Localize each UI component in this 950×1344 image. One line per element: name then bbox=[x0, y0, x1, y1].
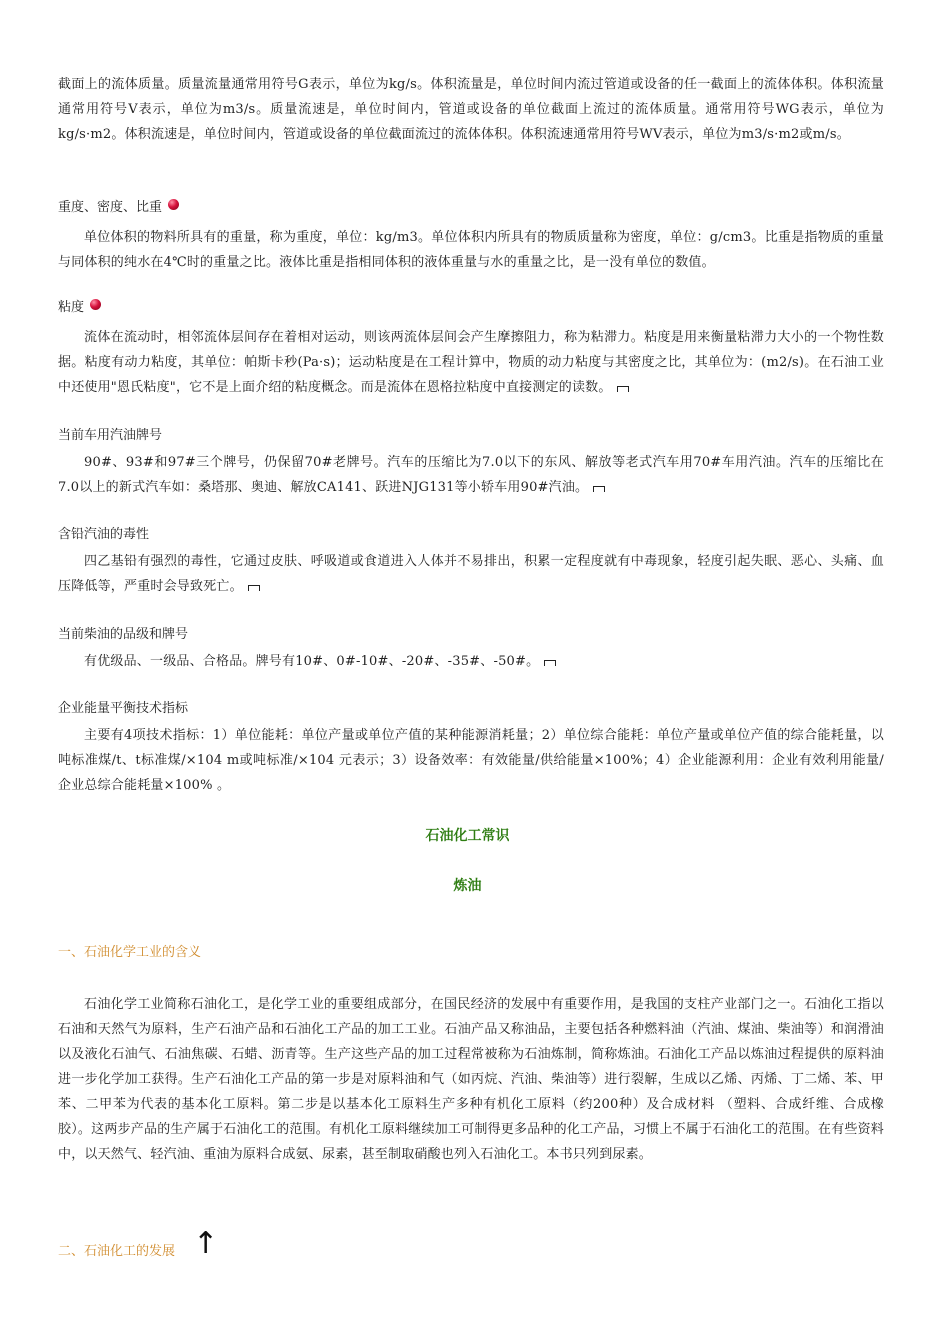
section-heading-leaded-gasoline bbox=[58, 524, 149, 546]
return-mark-icon bbox=[248, 585, 260, 591]
return-mark-icon bbox=[544, 660, 556, 666]
section-heading-label: 当前柴油的品级和牌号 bbox=[58, 627, 189, 642]
part2-heading-label: 二、石油化工的发展 bbox=[58, 1244, 176, 1259]
part1-heading: 一、石油化学工业的含义 bbox=[58, 945, 202, 960]
section-body-density: 单位体积的物料所具有的重量，称为重度，单位：kg/m3。单位体积内所具有的物质质量称为密度，单位：g/cm3。比重是指物质的重量与同体积的纯水在4℃时的重量之比。液体比重是指相同体积的液体重量与水的重量之比，是一没有单位的数值。 bbox=[58, 230, 884, 270]
main-title: 石油化工常识 bbox=[425, 828, 510, 844]
up-arrow-icon[interactable]: ↑ bbox=[193, 1226, 219, 1261]
part2-heading bbox=[58, 1226, 219, 1263]
section-body-text: 有优级品、一级品、合格品。牌号有10#、0#-10#、-20#、-35#、-50#。 bbox=[84, 654, 540, 669]
sub-title: 炼油 bbox=[453, 878, 482, 894]
section-body-leaded-gasoline bbox=[58, 549, 884, 599]
intro-paragraph: 截面上的流体质量。质量流量通常用符号G表示，单位为kg/s。体积流量是，单位时间内流过管道或设备的任一截面上的流体体积。体积流量通常用符号V表示，单位为m3/s。质量流速是，单位时间内，管道或设备的单位截面上流过的流体质量。通常用符号WG表示，单位为kg/s·m2。体积流速是，单位时间内，管道或设备的单位截面流过的流体体积。体积流速通常用符号WV表示，单位为m3/s·m2或m/s。 bbox=[58, 77, 884, 142]
red-ball-icon bbox=[90, 299, 101, 310]
section-heading-label: 含铅汽油的毒性 bbox=[58, 527, 150, 542]
section-heading-label: 重度、密度、比重 bbox=[58, 200, 163, 215]
section-body-diesel-grades bbox=[58, 649, 884, 674]
section-heading-label: 粘度 bbox=[58, 300, 85, 315]
return-mark-icon bbox=[617, 386, 629, 392]
return-mark-icon bbox=[593, 486, 605, 492]
section-heading-label: 当前车用汽油牌号 bbox=[58, 428, 163, 443]
section-body-viscosity bbox=[58, 325, 884, 400]
red-ball-icon bbox=[168, 199, 179, 210]
section-heading-label: 企业能量平衡技术指标 bbox=[58, 701, 189, 716]
section-heading-energy-balance bbox=[58, 698, 188, 720]
section-heading-density bbox=[58, 197, 179, 219]
section-body-energy-balance: 主要有4项技术指标：1）单位能耗：单位产量或单位产值的某种能源消耗量；2）单位综合能耗：单位产量或单位产值的综合能耗量，以吨标准煤/t、t标准煤/×104 m或吨标准/×104 元表示；3）设备效率：有效能量/供给能量×100%；4）企业能源利用：企业有效利用能量/企业总综合能耗量×100% 。 bbox=[58, 728, 884, 793]
section-body-text: 90#、93#和97#三个牌号，仍保留70#老牌号。汽车的压缩比为7.0以下的东风、解放等老式汽车用70#车用汽油。汽车的压缩比在7.0以上的新式汽车如：桑塔那、奥迪、解放CA141、跃进NJG131等小轿车用90#汽油。 bbox=[58, 455, 884, 495]
section-body-gasoline-grades bbox=[58, 450, 884, 500]
section-body-text: 流体在流动时，相邻流体层间存在着相对运动，则该两流体层间会产生摩擦阻力，称为粘滞力。粘度是用来衡量粘滞力大小的一个物性数据。粘度有动力粘度，其单位：帕斯卡秒(Pa·s)；运动粘度是在工程计算中，物质的动力粘度与其密度之比，其单位为：(m2/s)。在石油工业中还使用"恩氏粘度"，它不是上面介绍的粘度概念。而是流体在恩格拉粘度中直接测定的读数。 bbox=[58, 330, 884, 395]
section-heading-diesel-grades bbox=[58, 624, 188, 646]
section-heading-gasoline-grades bbox=[58, 425, 162, 447]
section-heading-viscosity bbox=[58, 297, 101, 319]
section-body-text: 四乙基铅有强烈的毒性，它通过皮肤、呼吸道或食道进入人体并不易排出，积累一定程度就有中毒现象，轻度引起失眠、恶心、头痛、血压降低等，严重时会导致死亡。 bbox=[58, 554, 884, 594]
part1-body: 石油化学工业简称石油化工，是化学工业的重要组成部分，在国民经济的发展中有重要作用，是我国的支柱产业部门之一。石油化工指以石油和天然气为原料，生产石油产品和石油化工产品的加工工业。石油产品又称油品，主要包括各种燃料油（汽油、煤油、柴油等）和润滑油以及液化石油气、石油焦碳、石蜡、沥青等。生产这些产品的加工过程常被称为石油炼制，简称炼油。石油化工产品以炼油过程提供的原料油进一步化学加工获得。生产石油化工产品的第一步是对原料油和气（如丙烷、汽油、柴油等）进行裂解，生成以乙烯、丙烯、丁二烯、苯、甲苯、二甲苯为代表的基本化工原料。第二步是以基本化工原料生产多种有机化工原料（约200种）及合成材料 （塑料、合成纤维、合成橡胶）。这两步产品的生产属于石油化工的范围。有机化工原料继续加工可制得更多品种的化工产品，习惯上不属于石油化工的范围。在有些资料中，以天然气、轻汽油、重油为原料合成氨、尿素，甚至制取硝酸也列入石油化工。本书只列到尿素。 bbox=[58, 997, 884, 1162]
